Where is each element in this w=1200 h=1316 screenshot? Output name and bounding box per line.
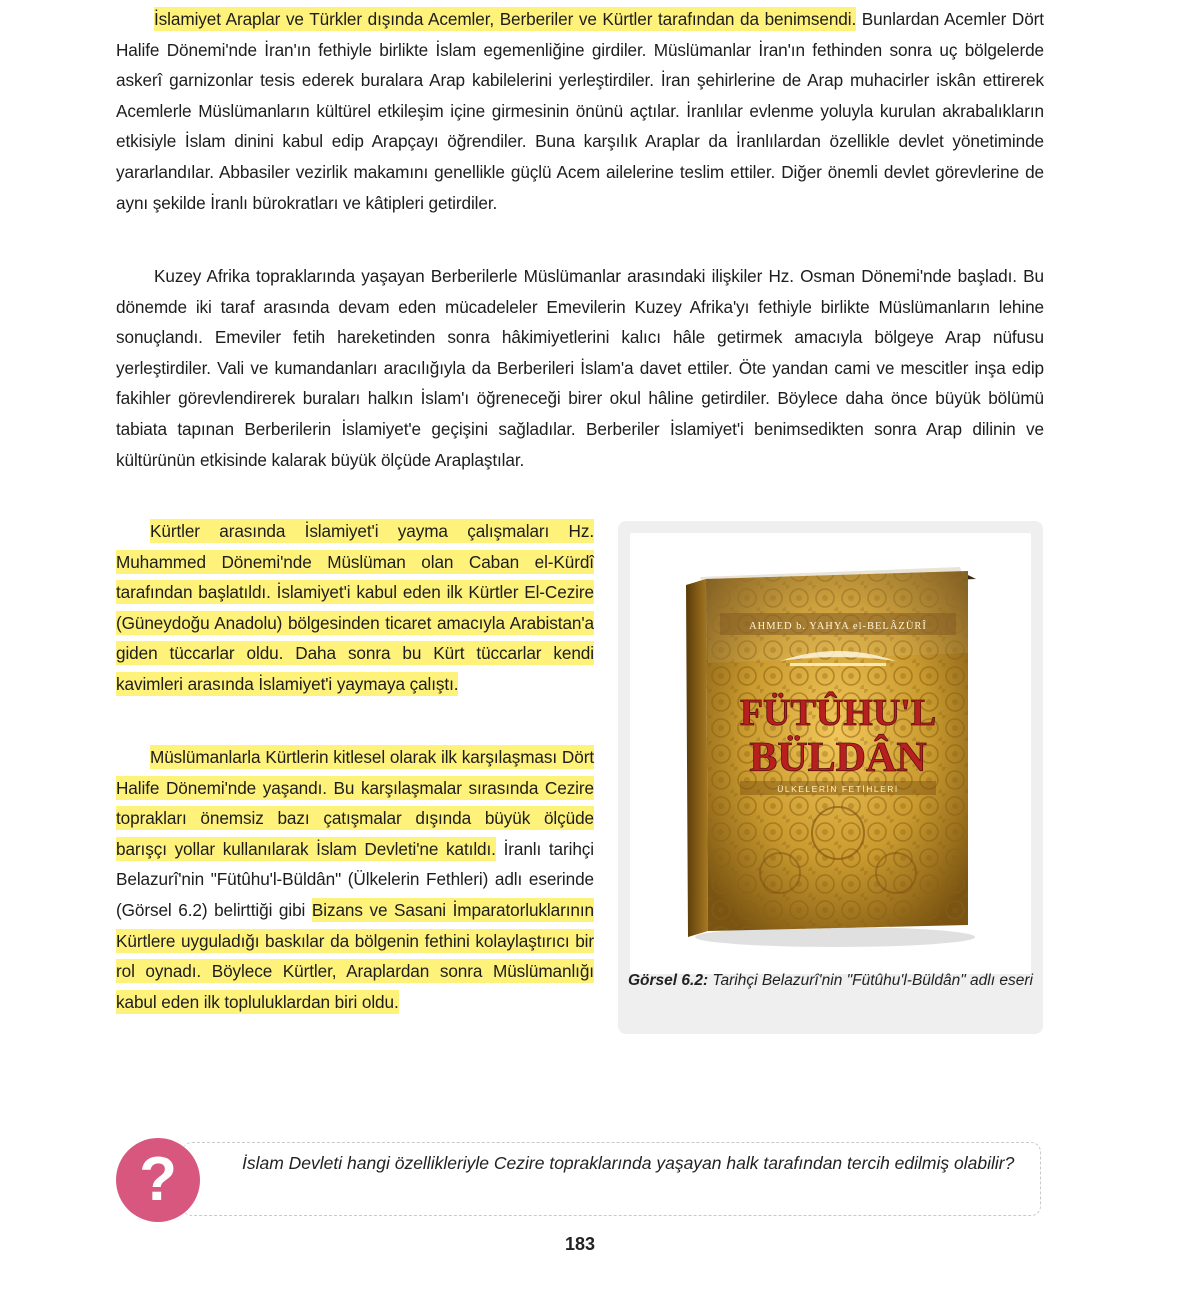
caption-text: Tarihçi Belazurî'nin "Fütûhu'l-Büldân" adlı eseri [708, 972, 1033, 989]
figure-caption [628, 968, 1033, 993]
book-cover-image [630, 533, 1031, 974]
book-author: AHMED b. YAHYA el-BELÂZÜRÎ [749, 621, 927, 632]
book-illustration [630, 533, 1031, 974]
book-title-line2: BÜLDÂN [749, 735, 927, 781]
book-subtitle: ÜLKELERİN FETİHLERİ [777, 784, 899, 794]
highlighted-text: İslamiyet Araplar ve Türkler dışında Acemler, Berberiler ve Kürtler tarafından da benimsendi. [154, 9, 857, 29]
highlighted-text: Kürtler arasında İslamiyet'i yayma çalışmaları Hz. Muhammed Dönemi'nde Müslüman olan Caban el-Kürdî tarafından başlatıldı. İslamiyet'i kabul eden ilk Kürtler El-Cezire (Güneydoğu Anadolu) bölgesinden ticaret amacıyla Arabistan'a giden tüccarlar oldu. Daha sonra bu Kürt tüccarlar kendi kavimleri arasında İslamiyet'i yaymaya çalıştı. [116, 521, 594, 694]
caption-label: Görsel 6.2: [628, 972, 709, 989]
paragraph-kurtler-1 [116, 516, 594, 700]
book-title-line1: FÜTÛHU'L [739, 692, 937, 734]
paragraph-text: Kuzey Afrika topraklarında yaşayan Berberilerle Müslümanlar arasındaki ilişkiler Hz. Osman Dönemi'nde başladı. Bu dönemde iki taraf arasında devam eden mücadeleler Emevilerin Kuzey Afrika'yı fethiyle birlikte Müslümanların lehine sonuçlandı. Emeviler fetih hareketinden sonra hâkimiyetlerini kalıcı hâle getirmek amacıyla bölgeye Arap nüfusu yerleştirdiler. Vali ve kumandanları aracılığıyla da Berberileri İslam'a davet ettiler. Öte yandan cami ve mescitler inşa edip fakihler görevlendirerek buraları halkın İslam'ı öğreneceği birer okul hâline getirdiler. Böylece daha önce büyük bölümü tabiata tapınan Berberilerin İslamiyet'e geçişini sağladılar. Berberiler İslamiyet'i benimsedikten sonra Arap dilinin ve kültürünün etkisinde kalarak büyük ölçüde Araplaştılar. [116, 266, 1044, 470]
question-mark-icon: ? [116, 1138, 200, 1222]
page-number: 183 [564, 1234, 596, 1254]
highlighted-text: Bizans ve Sasani İmparatorluklarının Kürtlere uyguladığı baskılar da bölgenin fethini kolaylaştırıcı bir rol oynadı. Böylece Kürtler, Araplardan sonra Müslümanlığı kabul eden ilk topluluklardan biri oldu. [116, 899, 594, 1012]
figure-6-2 [618, 521, 1043, 1034]
highlighted-text: Müslümanlarla Kürtlerin kitlesel olarak ilk karşılaşması Dört Halife Dönemi'nde yaşandı. Bu karşılaşmalar sırasında Cezire toprakları önemsiz bazı çatışmalar dışında büyük ölçüde barışçı yollar kullanılarak İslam Devleti'ne katıldı. [116, 747, 594, 859]
paragraph-acemler [116, 4, 1044, 218]
paragraph-text: İranlı tarihçi Belazurî'nin "Fütûhu'l-Büldân" (Ülkelerin Fethleri) adlı eserinde (Görsel 6.2) belirttiği gibi [116, 838, 595, 920]
question-text: İslam Devleti hangi özellikleriyle Cezire topraklarında yaşayan halk tarafından tercih edilmiş olabilir? [242, 1153, 1015, 1173]
question-box [112, 1134, 1046, 1224]
paragraph-kurtler-2 [116, 742, 594, 1017]
paragraph-text: Bunlardan Acemler Dört Halife Dönemi'nde İran'ın fethiyle birlikte İslam egemenliğine girdiler. Müslümanlar İran'ın fethinden sonra uç bölgelerde askerî garnizonlar tesis ederek buralara Arap kabilelerini yerleştirdiler. İran şehirlerine de Arap muhacirler iskân ettirerek Acemlerle Müslümanların kültürel etkileşim içine girmesinin önünü açtılar. İranlılar evlenme yoluyla kurulan akrabalıkların etkisiyle İslam dinini kabul edip Arapçayı öğrendiler. Buna karşılık Araplar da İranlılardan özellikle devlet yönetiminde yararlandılar. Abbasiler vezirlik makamını genellikle güçlü Acem ailelerine teslim ettiler. Diğer önemli devlet görevlerine de aynı şekilde İranlı bürokratları ve kâtipleri getirdiler. [116, 9, 1044, 213]
paragraph-berberiler [116, 261, 1044, 475]
